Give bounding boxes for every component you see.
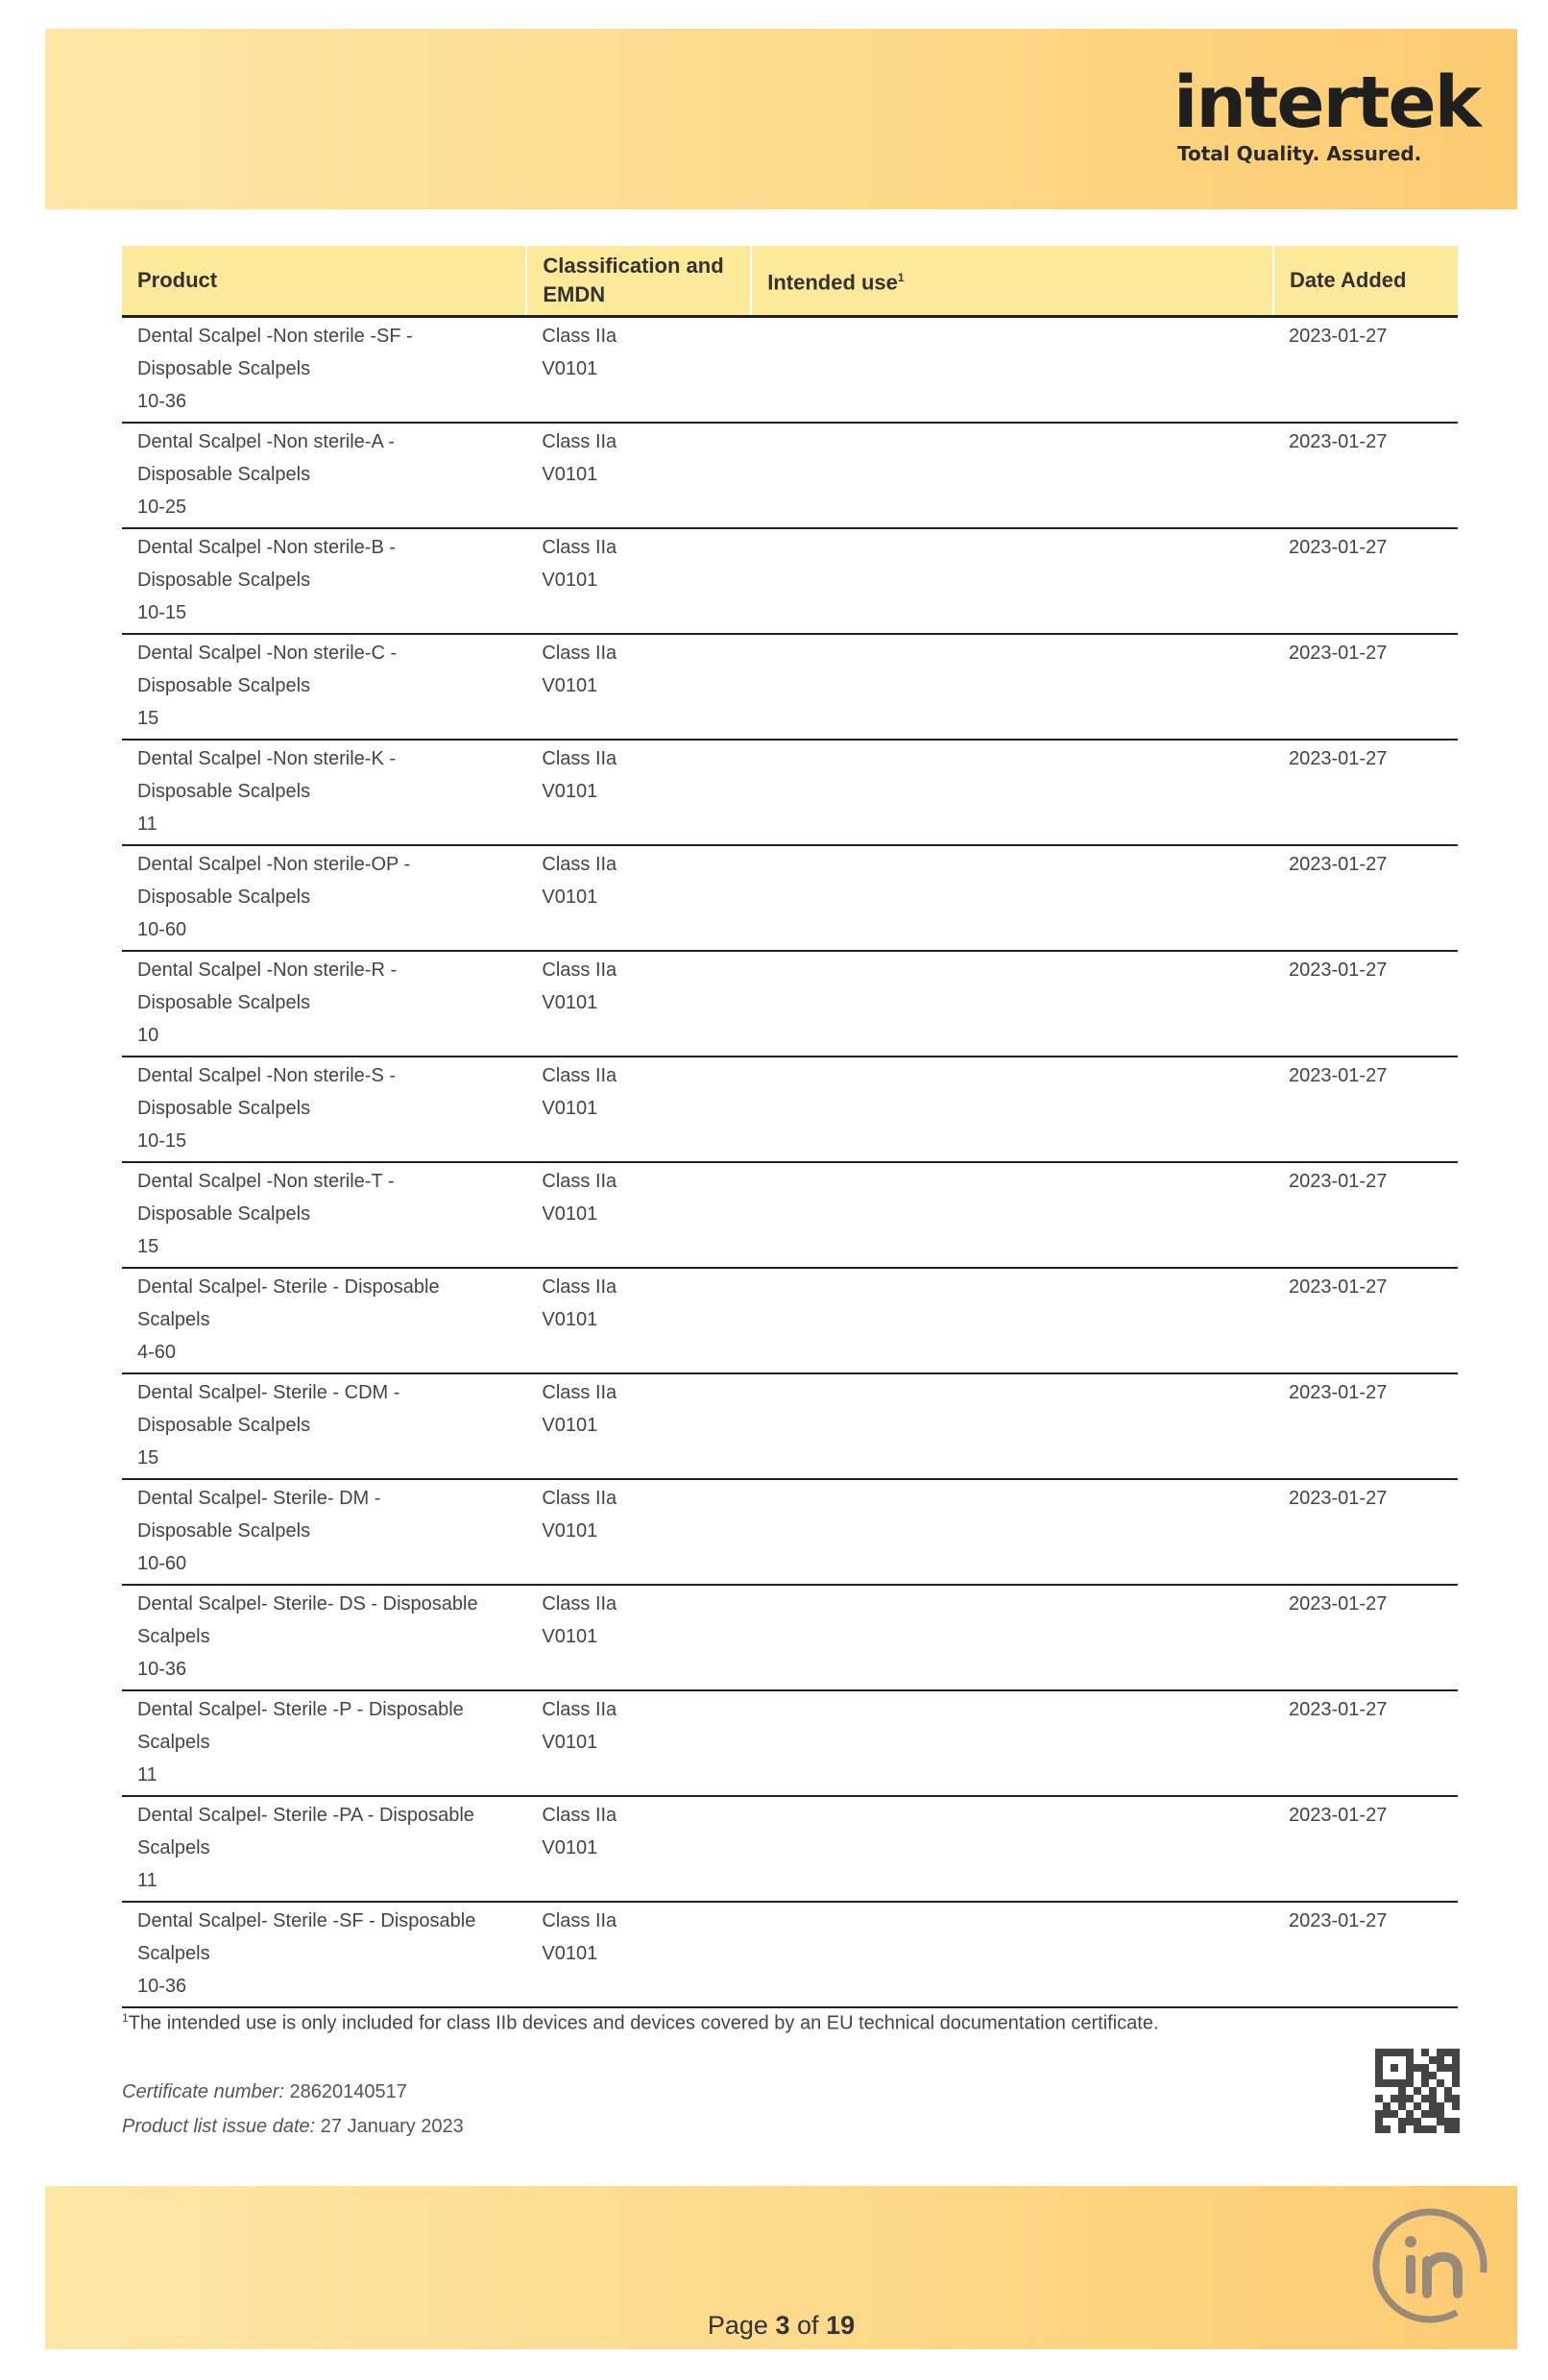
cell-intended-use [751, 845, 1273, 951]
product-line: 10-25 [137, 497, 187, 518]
cell-product [122, 634, 526, 740]
logo-wordmark: intertek [1173, 61, 1480, 144]
classification-line: V0101 [542, 1098, 598, 1119]
header-intended-use [751, 246, 1273, 317]
table-body [122, 317, 1458, 2008]
classification-line: Class IIa [542, 1171, 617, 1192]
cell-product [122, 951, 526, 1056]
header-date-added: Date Added [1273, 246, 1458, 317]
cell-product [122, 1056, 526, 1162]
classification-line: V0101 [542, 992, 598, 1013]
cell-date-added: 2023-01-27 [1273, 1585, 1458, 1690]
page-current: 3 [775, 2311, 790, 2340]
classification-line: V0101 [542, 1203, 598, 1225]
classification-line: Class IIa [542, 431, 617, 452]
classification-line: Class IIa [542, 1382, 617, 1403]
cell-intended-use [751, 634, 1273, 740]
cell-product [122, 1162, 526, 1268]
certificate-number-value: 28620140517 [289, 2081, 407, 2102]
product-line: Disposable Scalpels [137, 992, 311, 1013]
cell-date-added: 2023-01-27 [1273, 1690, 1458, 1796]
product-line: 15 [137, 1447, 159, 1469]
product-line: Disposable Scalpels [137, 886, 311, 908]
cell-classification [526, 528, 751, 634]
product-line: Scalpels [137, 1943, 210, 1964]
footnote-text: The intended use is only included for class IIb devices and devices covered by an EU technical documentation certificate. [128, 2012, 1159, 2034]
classification-line: Class IIa [542, 1276, 617, 1298]
product-line: Dental Scalpel- Sterile - Disposable [137, 1276, 440, 1298]
product-line: Dental Scalpel -Non sterile -SF - [137, 326, 413, 347]
classification-line: Class IIa [542, 537, 617, 558]
certificate-number-label: Certificate number: [122, 2081, 284, 2102]
cell-date-added: 2023-01-27 [1273, 1796, 1458, 1902]
cell-product [122, 1690, 526, 1796]
classification-line: V0101 [542, 886, 598, 908]
cell-product [122, 1585, 526, 1690]
table-row [122, 1796, 1458, 1902]
product-line: Dental Scalpel -Non sterile-R - [137, 959, 398, 981]
cell-intended-use [751, 1690, 1273, 1796]
cell-intended-use [751, 1268, 1273, 1373]
table-row [122, 951, 1458, 1056]
cell-date-added: 2023-01-27 [1273, 1162, 1458, 1268]
cell-date-added: 2023-01-27 [1273, 634, 1458, 740]
product-line: 10-60 [137, 919, 187, 940]
cell-intended-use [751, 1479, 1273, 1585]
classification-line: V0101 [542, 1626, 598, 1647]
product-line: Scalpels [137, 1626, 210, 1647]
product-line: Dental Scalpel- Sterile -SF - Disposable [137, 1910, 476, 1931]
cell-intended-use [751, 1373, 1273, 1479]
table-row [122, 1056, 1458, 1162]
cell-classification [526, 423, 751, 528]
cell-product [122, 317, 526, 424]
cell-classification [526, 1796, 751, 1902]
cell-intended-use [751, 740, 1273, 845]
cell-date-added: 2023-01-27 [1273, 1056, 1458, 1162]
product-line: 10-36 [137, 1659, 187, 1680]
table-row [122, 528, 1458, 634]
cell-intended-use [751, 1585, 1273, 1690]
cell-product [122, 1902, 526, 2007]
certificate-info [122, 2075, 464, 2144]
header-band [45, 29, 1517, 209]
product-line: Disposable Scalpels [137, 464, 311, 485]
cell-date-added: 2023-01-27 [1273, 1479, 1458, 1585]
table-row [122, 740, 1458, 845]
product-line: Dental Scalpel -Non sterile-C - [137, 643, 398, 664]
cell-date-added: 2023-01-27 [1273, 1373, 1458, 1479]
cell-date-added: 2023-01-27 [1273, 845, 1458, 951]
cell-product [122, 1268, 526, 1373]
cell-classification [526, 845, 751, 951]
cell-intended-use [751, 528, 1273, 634]
product-line: Disposable Scalpels [137, 675, 311, 696]
product-line: 4-60 [137, 1342, 177, 1363]
classification-line: V0101 [542, 1415, 598, 1436]
classification-line: Class IIa [542, 326, 617, 347]
cell-date-added: 2023-01-27 [1273, 317, 1458, 424]
classification-line: V0101 [542, 1837, 598, 1858]
cell-classification [526, 1585, 751, 1690]
issue-date-line [122, 2109, 464, 2144]
product-line: Dental Scalpel -Non sterile-T - [137, 1171, 395, 1192]
cell-intended-use [751, 423, 1273, 528]
classification-line: V0101 [542, 1732, 598, 1753]
intertek-in-mark-icon [1367, 2203, 1492, 2328]
classification-line: Class IIa [542, 1065, 617, 1086]
classification-line: V0101 [542, 1520, 598, 1542]
product-line: Dental Scalpel- Sterile- DS - Disposable [137, 1593, 478, 1615]
page-number [45, 2311, 1517, 2341]
product-line: Dental Scalpel- Sterile -P - Disposable [137, 1699, 464, 1720]
cell-product [122, 845, 526, 951]
classification-line: V0101 [542, 358, 598, 379]
cell-intended-use [751, 317, 1273, 424]
cell-classification [526, 1690, 751, 1796]
product-table-container [122, 246, 1458, 2008]
cell-product [122, 1479, 526, 1585]
qr-code-icon [1375, 2049, 1460, 2133]
product-line: 11 [137, 814, 157, 835]
cell-classification [526, 634, 751, 740]
cell-date-added: 2023-01-27 [1273, 740, 1458, 845]
classification-line: Class IIa [542, 1910, 617, 1931]
product-line: Dental Scalpel -Non sterile-K - [137, 748, 396, 769]
product-line: Disposable Scalpels [137, 1098, 311, 1119]
product-line: Dental Scalpel- Sterile- DM - [137, 1488, 381, 1509]
product-line: 10 [137, 1025, 159, 1046]
cell-classification [526, 317, 751, 424]
product-line: 10-15 [137, 602, 187, 623]
footnote-marker: 1 [897, 271, 905, 285]
product-line: Disposable Scalpels [137, 1203, 311, 1225]
cell-intended-use [751, 1056, 1273, 1162]
cell-product [122, 1373, 526, 1479]
cell-classification [526, 951, 751, 1056]
product-line: 10-60 [137, 1553, 187, 1574]
classification-line: Class IIa [542, 1488, 617, 1509]
cell-date-added: 2023-01-27 [1273, 1902, 1458, 2007]
table-row [122, 1690, 1458, 1796]
product-line: Dental Scalpel -Non sterile-S - [137, 1065, 396, 1086]
product-line: Dental Scalpel -Non sterile-OP - [137, 854, 411, 875]
page-prefix: Page [707, 2311, 768, 2340]
logo-tagline: Total Quality. Assured. [1177, 142, 1422, 165]
product-line: 11 [137, 1764, 157, 1785]
header-classification: Classification and EMDN [526, 246, 751, 317]
cell-classification [526, 1162, 751, 1268]
footnote [122, 2011, 1159, 2035]
cell-classification [526, 1373, 751, 1479]
table-row [122, 1902, 1458, 2007]
product-line: Disposable Scalpels [137, 781, 311, 802]
classification-line: Class IIa [542, 854, 617, 875]
certificate-number-line [122, 2075, 464, 2109]
classification-line: V0101 [542, 1309, 598, 1330]
product-line: 10-36 [137, 391, 187, 412]
product-line: Disposable Scalpels [137, 570, 311, 591]
product-line: 10-36 [137, 1976, 187, 1997]
table-row [122, 423, 1458, 528]
table-row [122, 317, 1458, 424]
cell-date-added: 2023-01-27 [1273, 1268, 1458, 1373]
table-row [122, 1268, 1458, 1373]
product-line: 15 [137, 708, 159, 729]
classification-line: V0101 [542, 570, 598, 591]
product-line: Dental Scalpel- Sterile -PA - Disposable [137, 1805, 474, 1826]
table-row [122, 634, 1458, 740]
cell-classification [526, 1056, 751, 1162]
product-line: 11 [137, 1870, 157, 1891]
cell-date-added: 2023-01-27 [1273, 528, 1458, 634]
cell-date-added: 2023-01-27 [1273, 423, 1458, 528]
issue-date-label: Product list issue date: [122, 2116, 316, 2137]
product-line: Disposable Scalpels [137, 358, 311, 379]
header-product: Product [122, 246, 526, 317]
classification-line: V0101 [542, 464, 598, 485]
product-line: Dental Scalpel -Non sterile-A - [137, 431, 395, 452]
classification-line: V0101 [542, 1943, 598, 1964]
classification-line: Class IIa [542, 1593, 617, 1615]
product-line: 10-15 [137, 1130, 187, 1152]
classification-line: Class IIa [542, 1805, 617, 1826]
footer-band [45, 2186, 1517, 2349]
product-line: Dental Scalpel- Sterile - CDM - [137, 1382, 400, 1403]
header-intended-use-label: Intended use [767, 270, 898, 295]
cell-intended-use [751, 1796, 1273, 1902]
classification-line: Class IIa [542, 959, 617, 981]
cell-intended-use [751, 1162, 1273, 1268]
cell-classification [526, 1479, 751, 1585]
cell-classification [526, 1902, 751, 2007]
table-row [122, 845, 1458, 951]
classification-line: V0101 [542, 781, 598, 802]
table-row [122, 1585, 1458, 1690]
footnote-sup: 1 [122, 2011, 129, 2025]
product-line: Scalpels [137, 1732, 210, 1753]
product-table [122, 246, 1458, 2008]
product-line: Scalpels [137, 1837, 210, 1858]
cell-classification [526, 1268, 751, 1373]
product-line: Scalpels [137, 1309, 210, 1330]
cell-classification [526, 740, 751, 845]
classification-line: Class IIa [542, 1699, 617, 1720]
table-row [122, 1479, 1458, 1585]
classification-line: V0101 [542, 675, 598, 696]
page-total: 19 [826, 2311, 856, 2340]
cell-product [122, 528, 526, 634]
table-row [122, 1373, 1458, 1479]
issue-date-value: 27 January 2023 [320, 2116, 464, 2137]
table-header-row [122, 246, 1458, 317]
product-line: Disposable Scalpels [137, 1520, 311, 1542]
cell-date-added: 2023-01-27 [1273, 951, 1458, 1056]
cell-intended-use [751, 1902, 1273, 2007]
cell-product [122, 1796, 526, 1902]
cell-intended-use [751, 951, 1273, 1056]
product-line: Dental Scalpel -Non sterile-B - [137, 537, 396, 558]
product-line: Disposable Scalpels [137, 1415, 311, 1436]
cell-product [122, 740, 526, 845]
page-of: of [797, 2311, 819, 2340]
table-row [122, 1162, 1458, 1268]
product-line: 15 [137, 1236, 159, 1257]
intertek-logo [1173, 61, 1490, 165]
classification-line: Class IIa [542, 643, 617, 664]
cell-product [122, 423, 526, 528]
classification-line: Class IIa [542, 748, 617, 769]
